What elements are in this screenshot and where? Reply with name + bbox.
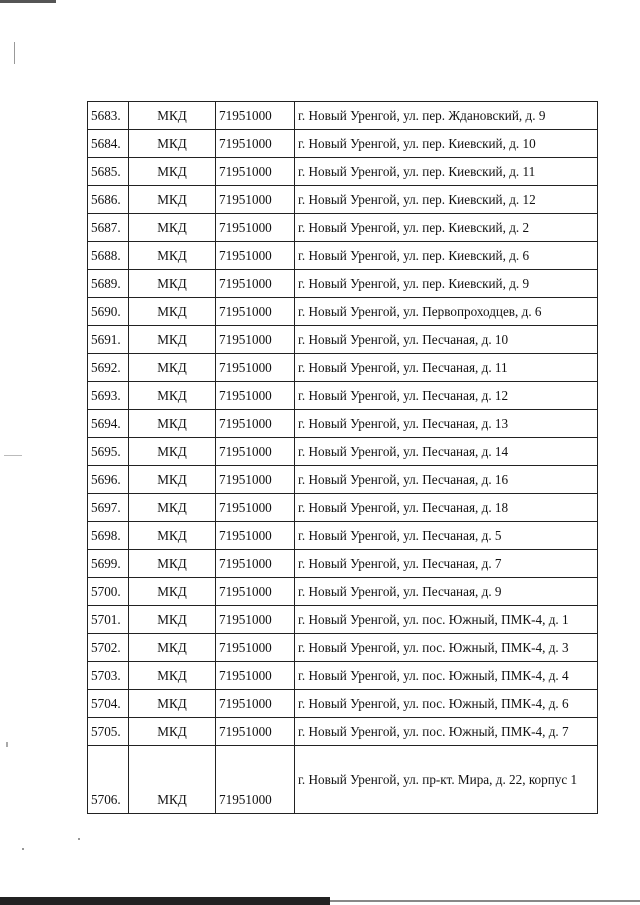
oktmo-code-cell: 71951000	[216, 382, 295, 410]
row-number-cell: 5694.	[88, 410, 129, 438]
oktmo-code-cell: 71951000	[216, 186, 295, 214]
table-row	[88, 438, 598, 466]
object-type-cell: МКД	[129, 578, 216, 606]
address-cell: г. Новый Уренгой, ул. Песчаная, д. 9	[295, 578, 598, 606]
object-type-cell: МКД	[129, 466, 216, 494]
registry-table	[87, 101, 598, 814]
table-row	[88, 130, 598, 158]
address-cell: г. Новый Уренгой, ул. Песчаная, д. 16	[295, 466, 598, 494]
oktmo-code-cell: 71951000	[216, 634, 295, 662]
address-cell: г. Новый Уренгой, ул. Песчаная, д. 14	[295, 438, 598, 466]
table-row	[88, 606, 598, 634]
row-number-cell: 5702.	[88, 634, 129, 662]
address-cell: г. Новый Уренгой, ул. пос. Южный, ПМК-4, д. 1	[295, 606, 598, 634]
oktmo-code-cell: 71951000	[216, 130, 295, 158]
table-row	[88, 718, 598, 746]
oktmo-code-cell: 71951000	[216, 242, 295, 270]
table-row	[88, 494, 598, 522]
object-type-cell: МКД	[129, 214, 216, 242]
scan-artifact-left-mark	[6, 742, 8, 747]
row-number-cell: 5698.	[88, 522, 129, 550]
row-number-cell: 5697.	[88, 494, 129, 522]
object-type-cell: МКД	[129, 718, 216, 746]
address-cell: г. Новый Уренгой, ул. пер. Ждановский, д. 9	[295, 102, 598, 130]
row-number-cell: 5706.	[88, 746, 129, 814]
object-type-cell: МКД	[129, 326, 216, 354]
table-row	[88, 662, 598, 690]
oktmo-code-cell: 71951000	[216, 550, 295, 578]
oktmo-code-cell: 71951000	[216, 522, 295, 550]
object-type-cell: МКД	[129, 606, 216, 634]
object-type-cell: МКД	[129, 522, 216, 550]
row-number-cell: 5705.	[88, 718, 129, 746]
table-row	[88, 522, 598, 550]
table-row	[88, 634, 598, 662]
oktmo-code-cell: 71951000	[216, 662, 295, 690]
row-number-cell: 5692.	[88, 354, 129, 382]
address-cell: г. Новый Уренгой, ул. Песчаная, д. 13	[295, 410, 598, 438]
table-row	[88, 550, 598, 578]
oktmo-code-cell: 71951000	[216, 438, 295, 466]
address-cell: г. Новый Уренгой, ул. Песчаная, д. 5	[295, 522, 598, 550]
oktmo-code-cell: 71951000	[216, 214, 295, 242]
table-row	[88, 186, 598, 214]
oktmo-code-cell: 71951000	[216, 410, 295, 438]
row-number-cell: 5685.	[88, 158, 129, 186]
address-cell: г. Новый Уренгой, ул. Песчаная, д. 12	[295, 382, 598, 410]
scan-artifact-bottom-line	[330, 900, 640, 902]
object-type-cell: МКД	[129, 690, 216, 718]
address-cell: г. Новый Уренгой, ул. пер. Киевский, д. 11	[295, 158, 598, 186]
oktmo-code-cell: 71951000	[216, 606, 295, 634]
row-number-cell: 5683.	[88, 102, 129, 130]
object-type-cell: МКД	[129, 158, 216, 186]
scan-artifact-dot	[22, 848, 24, 850]
address-cell: г. Новый Уренгой, ул. пер. Киевский, д. 2	[295, 214, 598, 242]
address-cell: г. Новый Уренгой, ул. пер. Киевский, д. 10	[295, 130, 598, 158]
row-number-cell: 5686.	[88, 186, 129, 214]
object-type-cell: МКД	[129, 242, 216, 270]
oktmo-code-cell: 71951000	[216, 158, 295, 186]
oktmo-code-cell: 71951000	[216, 354, 295, 382]
row-number-cell: 5700.	[88, 578, 129, 606]
object-type-cell: МКД	[129, 494, 216, 522]
scan-artifact-left-dash	[4, 455, 22, 456]
registry-table-body	[88, 102, 598, 814]
table-row	[88, 466, 598, 494]
object-type-cell: МКД	[129, 746, 216, 814]
address-cell: г. Новый Уренгой, ул. Песчаная, д. 7	[295, 550, 598, 578]
table-row	[88, 158, 598, 186]
row-number-cell: 5693.	[88, 382, 129, 410]
oktmo-code-cell: 71951000	[216, 494, 295, 522]
object-type-cell: МКД	[129, 382, 216, 410]
row-number-cell: 5701.	[88, 606, 129, 634]
object-type-cell: МКД	[129, 410, 216, 438]
object-type-cell: МКД	[129, 354, 216, 382]
table-row	[88, 102, 598, 130]
object-type-cell: МКД	[129, 438, 216, 466]
row-number-cell: 5691.	[88, 326, 129, 354]
address-cell: г. Новый Уренгой, ул. Первопроходцев, д. 6	[295, 298, 598, 326]
object-type-cell: МКД	[129, 270, 216, 298]
row-number-cell: 5703.	[88, 662, 129, 690]
address-cell: г. Новый Уренгой, ул. пер. Киевский, д. 12	[295, 186, 598, 214]
oktmo-code-cell: 71951000	[216, 746, 295, 814]
object-type-cell: МКД	[129, 662, 216, 690]
oktmo-code-cell: 71951000	[216, 102, 295, 130]
table-row	[88, 578, 598, 606]
row-number-cell: 5699.	[88, 550, 129, 578]
oktmo-code-cell: 71951000	[216, 298, 295, 326]
row-number-cell: 5687.	[88, 214, 129, 242]
table-row	[88, 690, 598, 718]
object-type-cell: МКД	[129, 130, 216, 158]
row-number-cell: 5690.	[88, 298, 129, 326]
object-type-cell: МКД	[129, 298, 216, 326]
address-cell: г. Новый Уренгой, ул. пос. Южный, ПМК-4, д. 7	[295, 718, 598, 746]
address-cell: г. Новый Уренгой, ул. пер. Киевский, д. 9	[295, 270, 598, 298]
address-cell: г. Новый Уренгой, ул. пер. Киевский, д. 6	[295, 242, 598, 270]
table-row	[88, 270, 598, 298]
oktmo-code-cell: 71951000	[216, 718, 295, 746]
oktmo-code-cell: 71951000	[216, 270, 295, 298]
table-row	[88, 410, 598, 438]
object-type-cell: МКД	[129, 186, 216, 214]
table-row	[88, 354, 598, 382]
oktmo-code-cell: 71951000	[216, 466, 295, 494]
scan-artifact-dot	[78, 838, 80, 840]
address-cell: г. Новый Уренгой, ул. пр-кт. Мира, д. 22, корпус 1	[295, 746, 598, 814]
table-row	[88, 326, 598, 354]
row-number-cell: 5704.	[88, 690, 129, 718]
scan-artifact-top	[0, 0, 56, 3]
row-number-cell: 5688.	[88, 242, 129, 270]
scan-artifact-left-tick	[14, 42, 15, 64]
row-number-cell: 5684.	[88, 130, 129, 158]
table-row	[88, 298, 598, 326]
object-type-cell: МКД	[129, 550, 216, 578]
oktmo-code-cell: 71951000	[216, 578, 295, 606]
address-cell: г. Новый Уренгой, ул. Песчаная, д. 11	[295, 354, 598, 382]
address-cell: г. Новый Уренгой, ул. пос. Южный, ПМК-4, д. 4	[295, 662, 598, 690]
row-number-cell: 5696.	[88, 466, 129, 494]
table-row	[88, 242, 598, 270]
object-type-cell: МКД	[129, 634, 216, 662]
table-row	[88, 382, 598, 410]
oktmo-code-cell: 71951000	[216, 326, 295, 354]
table-row	[88, 746, 598, 814]
object-type-cell: МКД	[129, 102, 216, 130]
address-cell: г. Новый Уренгой, ул. Песчаная, д. 10	[295, 326, 598, 354]
oktmo-code-cell: 71951000	[216, 690, 295, 718]
address-cell: г. Новый Уренгой, ул. пос. Южный, ПМК-4, д. 3	[295, 634, 598, 662]
table-row	[88, 214, 598, 242]
row-number-cell: 5689.	[88, 270, 129, 298]
address-cell: г. Новый Уренгой, ул. Песчаная, д. 18	[295, 494, 598, 522]
row-number-cell: 5695.	[88, 438, 129, 466]
address-cell: г. Новый Уренгой, ул. пос. Южный, ПМК-4, д. 6	[295, 690, 598, 718]
scan-artifact-bottom-bar	[0, 897, 330, 905]
